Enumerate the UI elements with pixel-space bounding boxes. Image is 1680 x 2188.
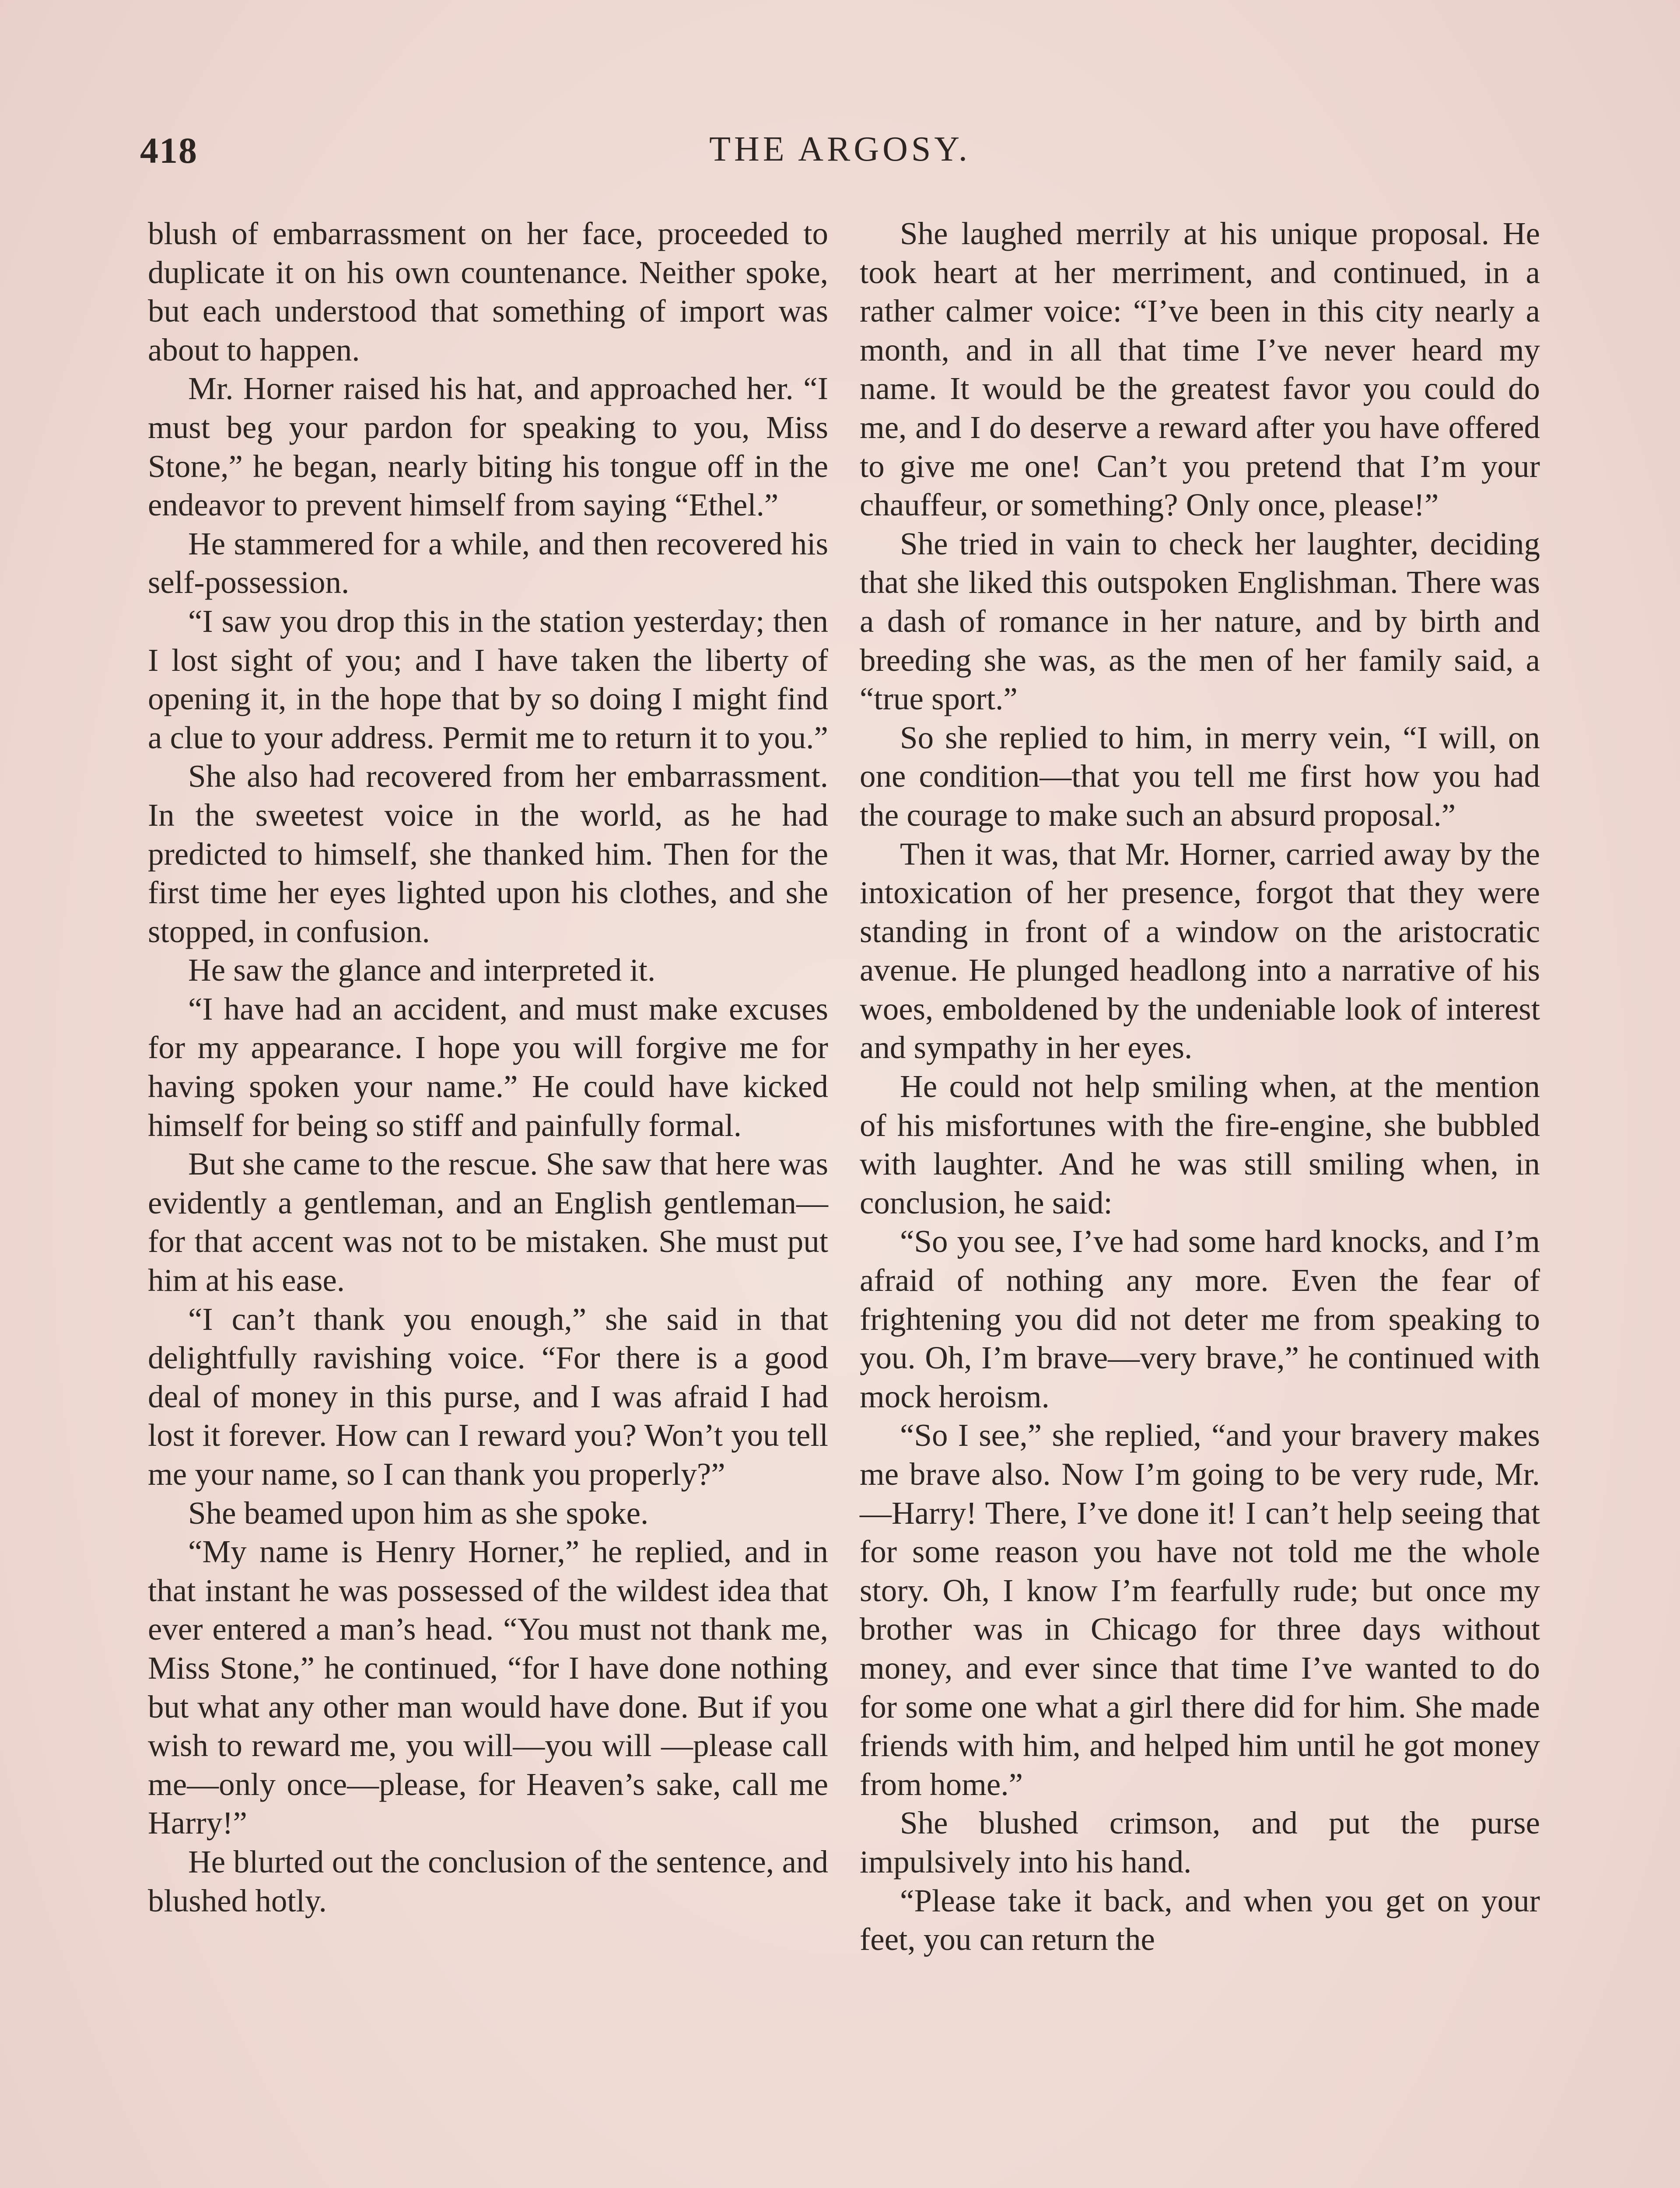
paragraph: “My name is Henry Horner,” he replied, and in that instant he was possessed of the wildest idea that ever entered a man’s head. “You must not thank me, Miss Stone,” he continued, “for I have done nothing but what any other man would have done. But if you wish to reward me, you will—you will —please call me—only once—please, for Heaven’s sake, call me Harry!” bbox=[148, 1534, 828, 1841]
paragraph: “So you see, I’ve had some hard knocks, and I’m afraid of nothing any more. Even the fear of frightening you did not deter me from speaking to you. Oh, I’m brave—very brave,” he continued with mock heroism. bbox=[860, 1224, 1540, 1414]
paragraph: He stammered for a while, and then recovered his self-possession. bbox=[148, 526, 828, 600]
paragraph: So she replied to him, in merry vein, “I will, on one condition—that you tell me first how you had the courage to make such an absurd proposal.” bbox=[860, 719, 1540, 833]
paragraph: Mr. Horner raised his hat, and approached her. “I must beg your pardon for speaking to you, Miss Stone,” he began, nearly biting his tongue off in the endeavor to prevent himself from saying “Ethel.” bbox=[148, 371, 828, 523]
paragraph: He saw the glance and interpreted it. bbox=[188, 952, 656, 988]
paragraph: Then it was, that Mr. Horner, carried away by the intoxication of her presence, forgot that they were standing in front of a window on the aristocratic avenue. He plunged headlong into a narrative of his woes, emboldened by the undeniable look of interest and sympathy in her eyes. bbox=[860, 836, 1540, 1066]
paragraph: He blurted out the conclusion of the sentence, and blushed hotly. bbox=[148, 1844, 828, 1918]
paragraph: “Please take it back, and when you get on your feet, you can return the bbox=[860, 1883, 1540, 1957]
running-title: THE ARGOSY. bbox=[709, 130, 971, 168]
paragraph: But she came to the rescue. She saw that here was evidently a gentleman, and an English gentleman—for that accent was not to be mistaken. She must put him at his ease. bbox=[148, 1146, 828, 1298]
paragraph: “So I see,” she replied, “and your bravery makes me brave also. Now I’m going to be very rude, Mr.—Harry! There, I’ve done it! I can’t help seeing that for some reason you have not told me the whole story. Oh, I know I’m fearfully rude; but once my brother was in Chicago for three days without money, and ever since that time I’ve wanted to do for some one what a girl there did for him. She made friends with him, and helped him until he got money from home.” bbox=[860, 1417, 1540, 1802]
paragraph: She beamed upon him as she spoke. bbox=[188, 1495, 649, 1531]
paragraph: blush of embarrassment on her face, proceeded to duplicate it on his own countenance. Neither spoke, but each understood that something of import was about to happen. bbox=[148, 216, 828, 368]
paragraph: She also had recovered from her embarrassment. In the sweetest voice in the world, as he had predicted to himself, she thanked him. Then for the first time her eyes lighted upon his clothes, and she stopped, in confusion. bbox=[148, 758, 828, 949]
page-number: 418 bbox=[140, 130, 198, 171]
page-header bbox=[140, 130, 1540, 182]
right-column bbox=[860, 214, 1540, 1959]
left-column bbox=[148, 214, 828, 1920]
paragraph: He could not help smiling when, at the mention of his misfortunes with the fire-engine, she bubbled with laughter. And he was still smiling when, in conclusion, he said: bbox=[860, 1069, 1540, 1220]
paragraph: She laughed merrily at his unique proposal. He took heart at her merriment, and continued, in a rather calmer voice: “I’ve been in this city nearly a month, and in all that time I’ve never heard my name. It would be the greatest favor you could do me, and I do deserve a reward after you have offered to give me one! Can’t you pretend that I’m your chauffeur, or something? Only once, please!” bbox=[860, 216, 1540, 523]
paragraph: “I can’t thank you enough,” she said in that delightfully ravishing voice. “For there is a good deal of money in this purse, and I was afraid I had lost it forever. How can I reward you? Won’t you tell me your name, so I can thank you properly?” bbox=[148, 1301, 828, 1492]
paragraph: “I have had an accident, and must make excuses for my appearance. I hope you will forgive me for having spoken your name.” He could have kicked himself for being so stiff and painfully formal. bbox=[148, 991, 828, 1143]
paragraph: She blushed crimson, and put the purse impulsively into his hand. bbox=[860, 1805, 1540, 1879]
paragraph: She tried in vain to check her laughter, deciding that she liked this outspoken Englishman. There was a dash of romance in her nature, and by birth and breeding she was, as the men of her family said, a “true sport.” bbox=[860, 526, 1540, 717]
paragraph: “I saw you drop this in the station yesterday; then I lost sight of you; and I have taken the liberty of opening it, in the hope that by so doing I might find a clue to your address. Permit me to return it to you.” bbox=[148, 603, 828, 755]
